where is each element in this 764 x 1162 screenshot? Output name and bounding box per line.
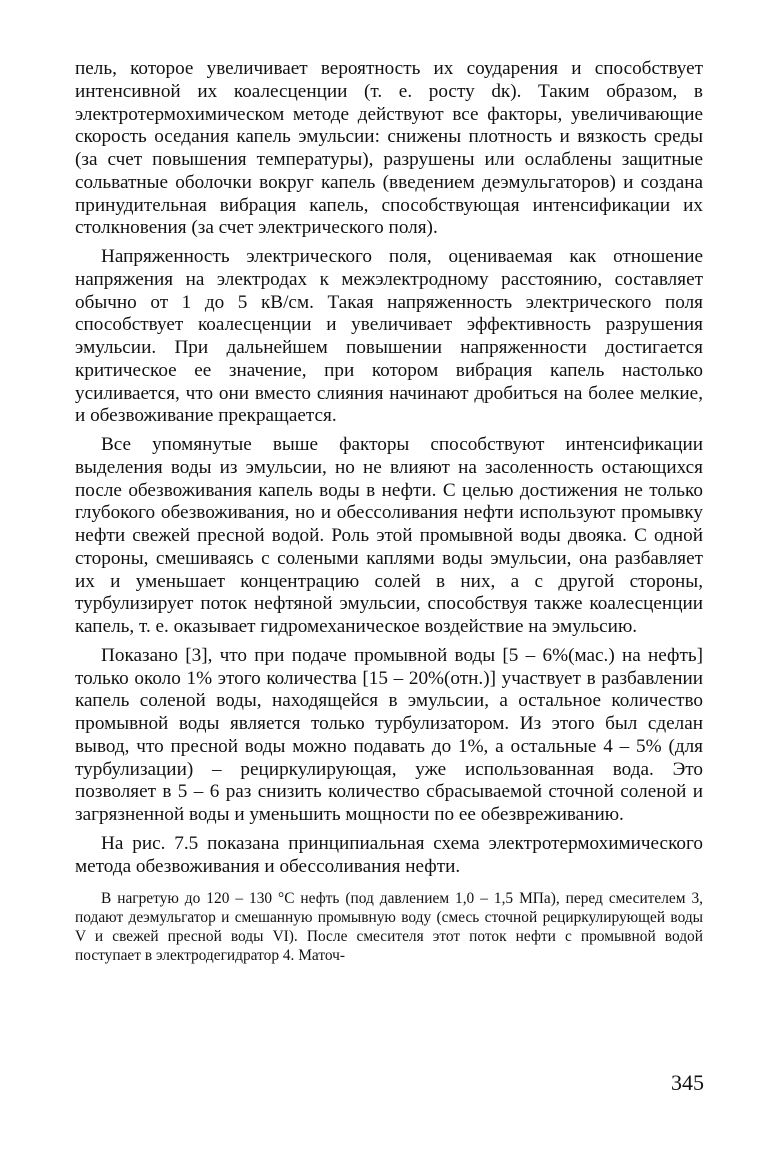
page-body [75,58,703,971]
small-paragraph: В нагретую до 120 – 130 °С нефть (под давлением 1,0 – 1,5 МПа), перед смесителем 3, подают деэмульгатор и смешанную промывную воду (смесь сточной рециркулирующей воды V и свежей пресной воды VI). После смесителя этот поток нефти с промывной водой поступает в электродегидратор 4. Маточ- [75,890,703,964]
paragraph-2: Напряженность электрического поля, оцениваемая как отношение напряжения на электродах к межэлектродному расстоянию, составляет обычно от 1 до 5 кВ/см. Такая напряженность электрического поля способствует коалесценции и увеличивает эффективность разрушения эмульсии. При дальнейшем повышении напряженности достигается критическое ее значение, при котором вибрация капель настолько усиливается, что они вместо слияния начинают дробиться на более мелкие, и обезвоживание прекращается. [75,246,703,427]
paragraph-5: На рис. 7.5 показана принципиальная схема электротермохимического метода обезвоживания и обессоливания нефти. [75,832,703,877]
paragraph-3: Все упомянутые выше факторы способствуют интенсификации выделения воды из эмульсии, но не влияют на засоленность остающихся после обезвоживания капель воды в нефти. С целью достижения не только глубокого обезвоживания, но и обессоливания нефти используют промывку нефти свежей пресной водой. Роль этой промывной воды двояка. С одной стороны, смешиваясь с солеными каплями воды эмульсии, она разбавляет их и уменьшает концентрацию солей в них, а с другой стороны, турбулизирует поток нефтяной эмульсии, способствуя также коалесценции капель, т. е. оказывает гидромеханическое воздействие на эмульсию. [75,434,703,637]
paragraph-1: пель, которое увеличивает вероятность их соударения и способствует интенсивной их коалесценции (т. е. росту dк). Таким образом, в электротермохимическом методе действуют все факторы, увеличивающие скорость оседания капель эмульсии: снижены плотность и вязкость среды (за счет повышения температуры), разрушены или ослаблены защитные сольватные оболочки вокруг капель (введением деэмульгаторов) и создана принудительная вибрация капель, способствующая интенсификации их столкновения (за счет электрического поля). [75,58,703,239]
page-number: 345 [671,1070,704,1095]
paragraph-4: Показано [3], что при подаче промывной воды [5 – 6%(мас.) на нефть] только около 1% этого количества [15 – 20%(отн.)] участвует в разбавлении капель соленой воды, находящейся в эмульсии, а остальное количество промывной воды является только турбулизатором. Из этого был сделан вывод, что пресной воды можно подавать до 1%, а остальные 4 – 5% (для турбулизации) – рециркулирующая, уже использованная вода. Это позволяет в 5 – 6 раз снизить количество сбрасываемой сточной соленой и загрязненной воды и уменьшить мощности по ее обезвреживанию. [75,644,703,825]
